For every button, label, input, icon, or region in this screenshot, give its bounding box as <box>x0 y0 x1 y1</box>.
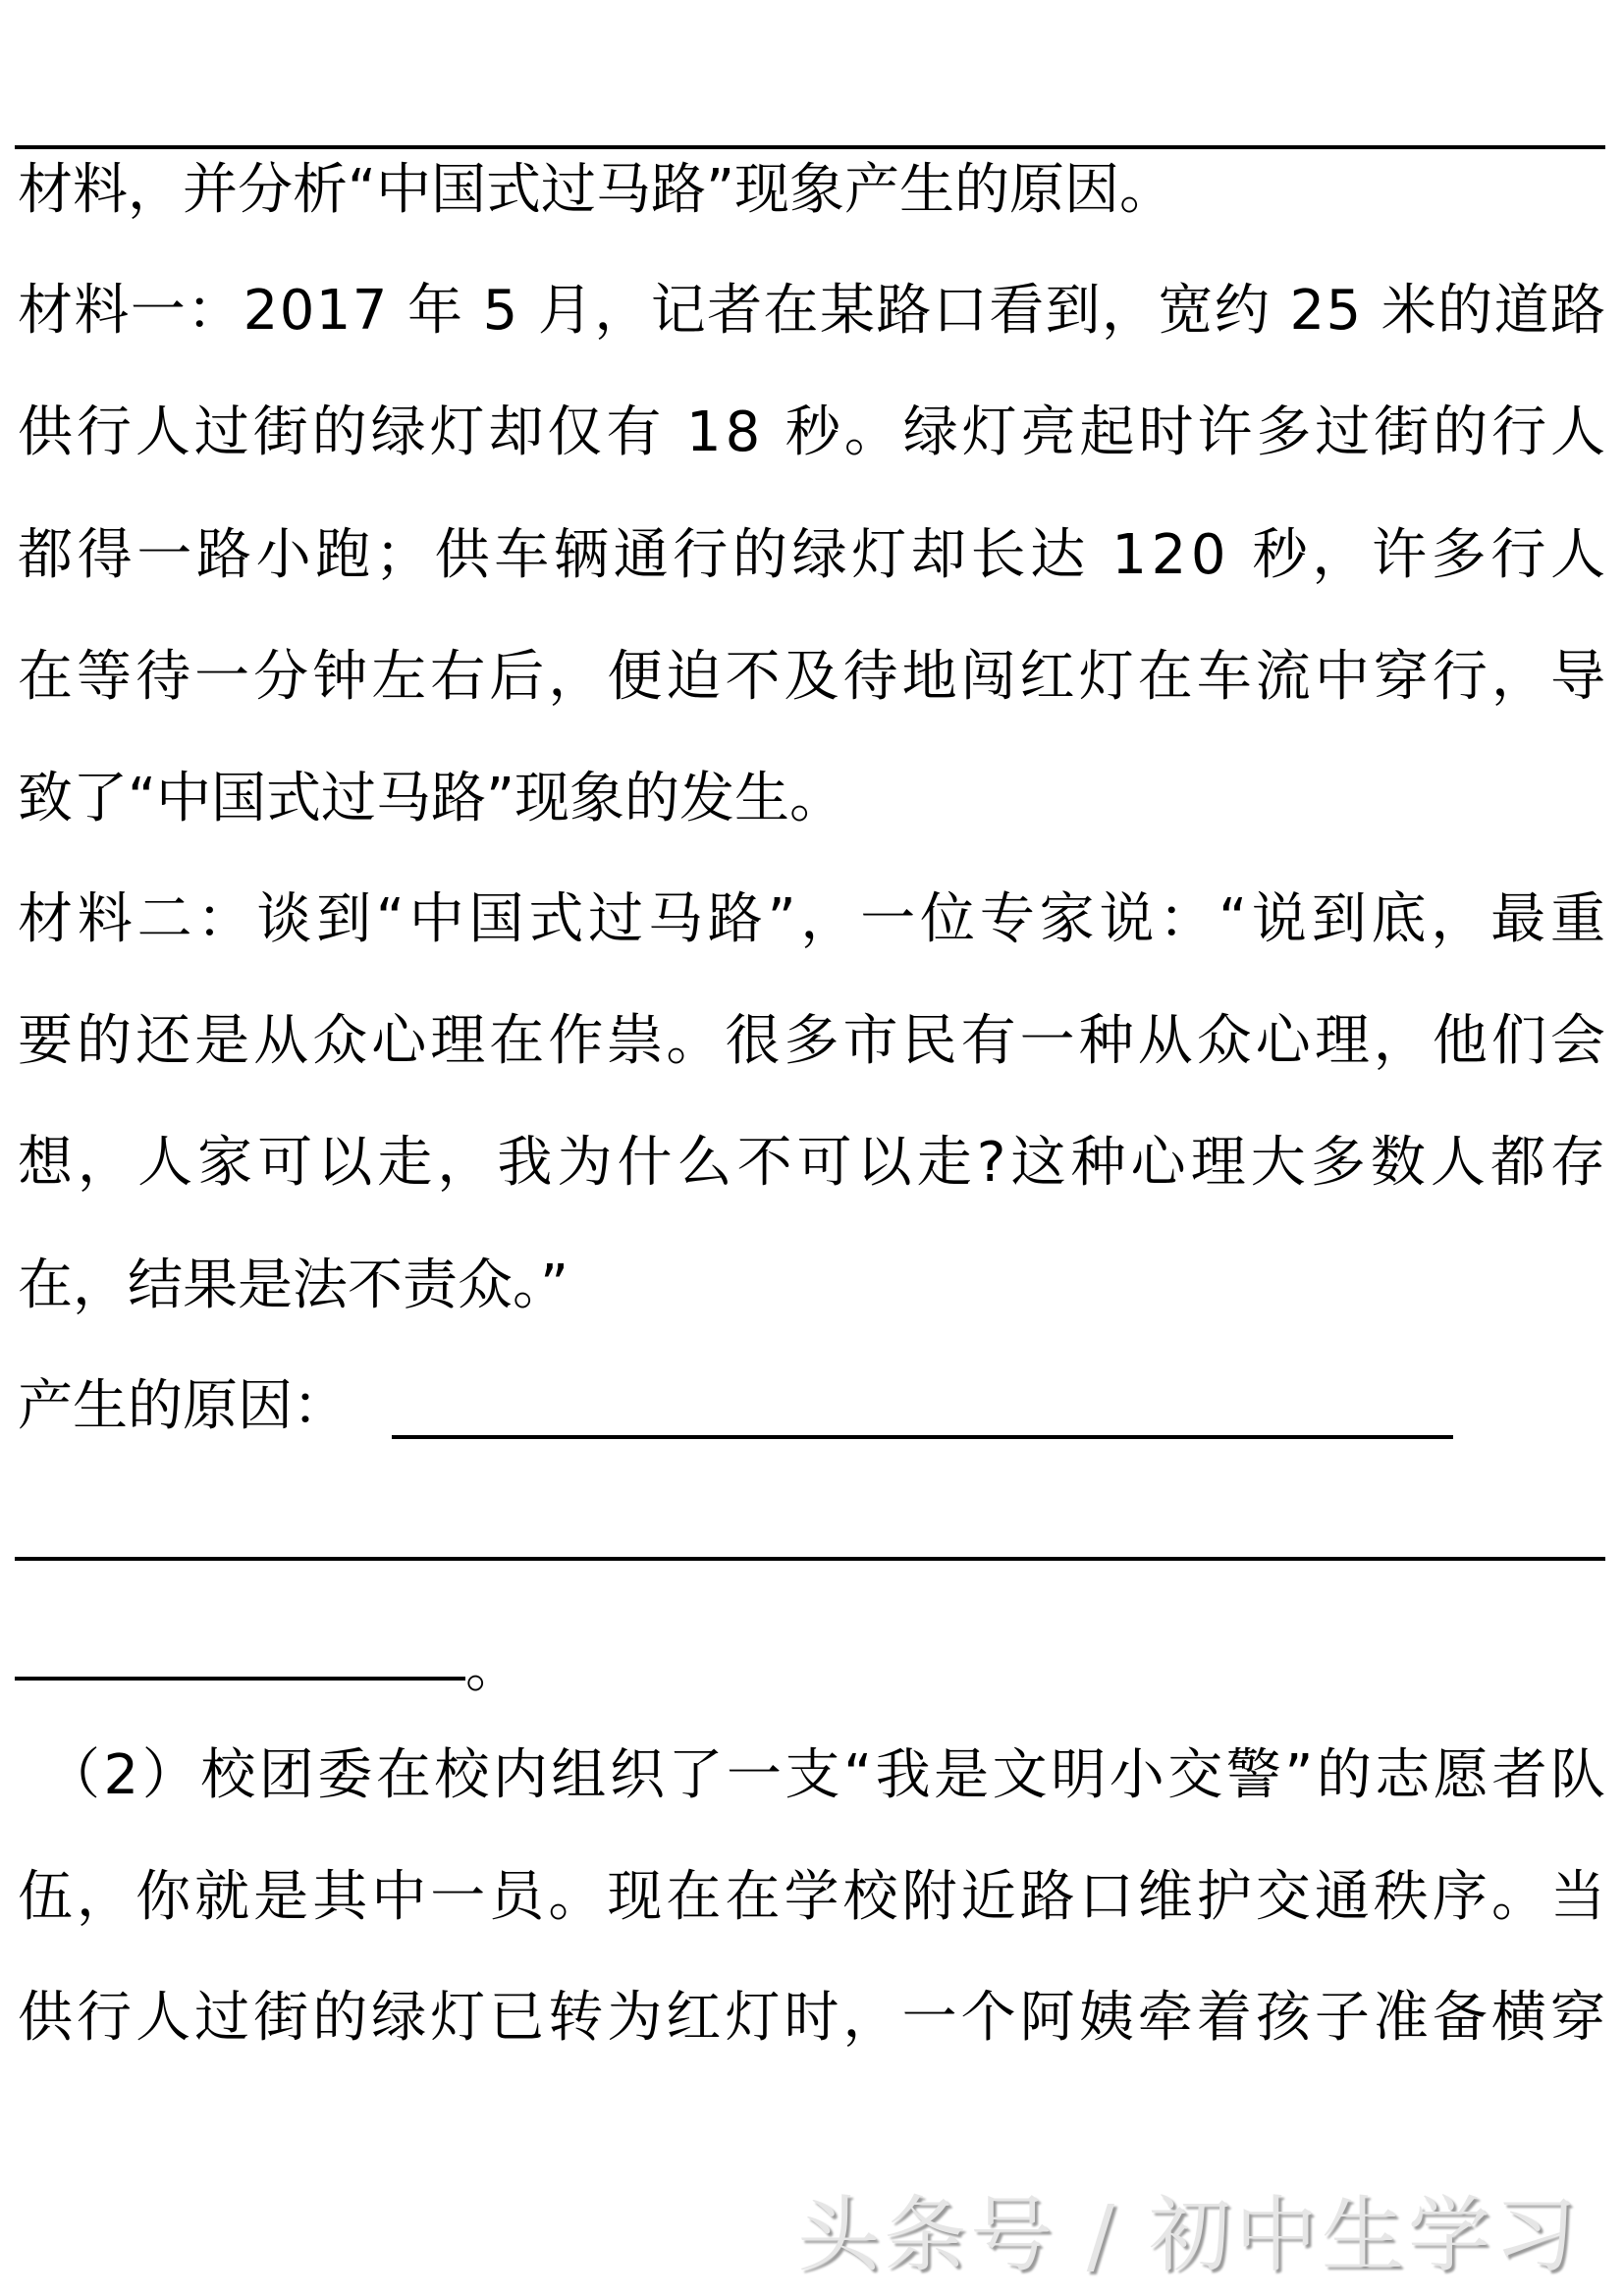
answer-blank-1[interactable] <box>392 1435 1453 1439</box>
text-line: 材料，并分析“中国式过马路”现象产生的原因。 <box>18 158 1175 222</box>
answer-blank-2[interactable] <box>15 1557 1605 1561</box>
text-line: 致了“中国式过马路”现象的发生。 <box>18 767 845 830</box>
text-line: 要的还是从众心理在作祟。很多市民有一种从众心理，他们会 <box>18 1009 1610 1073</box>
text-line: 在等待一分钟左右后，便迫不及待地闯红灯在车流中穿行，导 <box>18 645 1610 709</box>
answer-label: 产生的原因： <box>18 1374 348 1438</box>
answer-end-period: 。 <box>465 1636 520 1700</box>
text-line: 在，结果是法不责众。” <box>18 1254 569 1317</box>
text-line: 材料二：谈到“中国式过马路”，一位专家说：“说到底，最重 <box>18 887 1610 951</box>
top-divider <box>15 145 1605 149</box>
text-line: 材料一：2017 年 5 月，记者在某路口看到，宽约 25 米的道路 <box>18 279 1607 343</box>
question-2-line: （2）校团委在校内组织了一支“我是文明小交警”的志愿者队 <box>45 1743 1609 1807</box>
text-line: 想，人家可以走，我为什么不可以走?这种心理大多数人都存 <box>18 1131 1611 1195</box>
question-2-line: 伍，你就是其中一员。现在在学校附近路口维护交通秩序。当 <box>18 1865 1610 1929</box>
answer-blank-3[interactable] <box>15 1677 465 1681</box>
question-2-line: 供行人过街的绿灯已转为红灯时，一个阿姨牵着孩子准备横穿 <box>18 1986 1610 2050</box>
text-line: 供行人过街的绿灯却仅有 18 秒。绿灯亮起时许多过街的行人 <box>18 400 1609 464</box>
watermark: 头条号 / 初中生学习 <box>797 2187 1581 2283</box>
text-line: 都得一路小跑；供车辆通行的绿灯却长达 120 秒，许多行人 <box>18 523 1610 587</box>
